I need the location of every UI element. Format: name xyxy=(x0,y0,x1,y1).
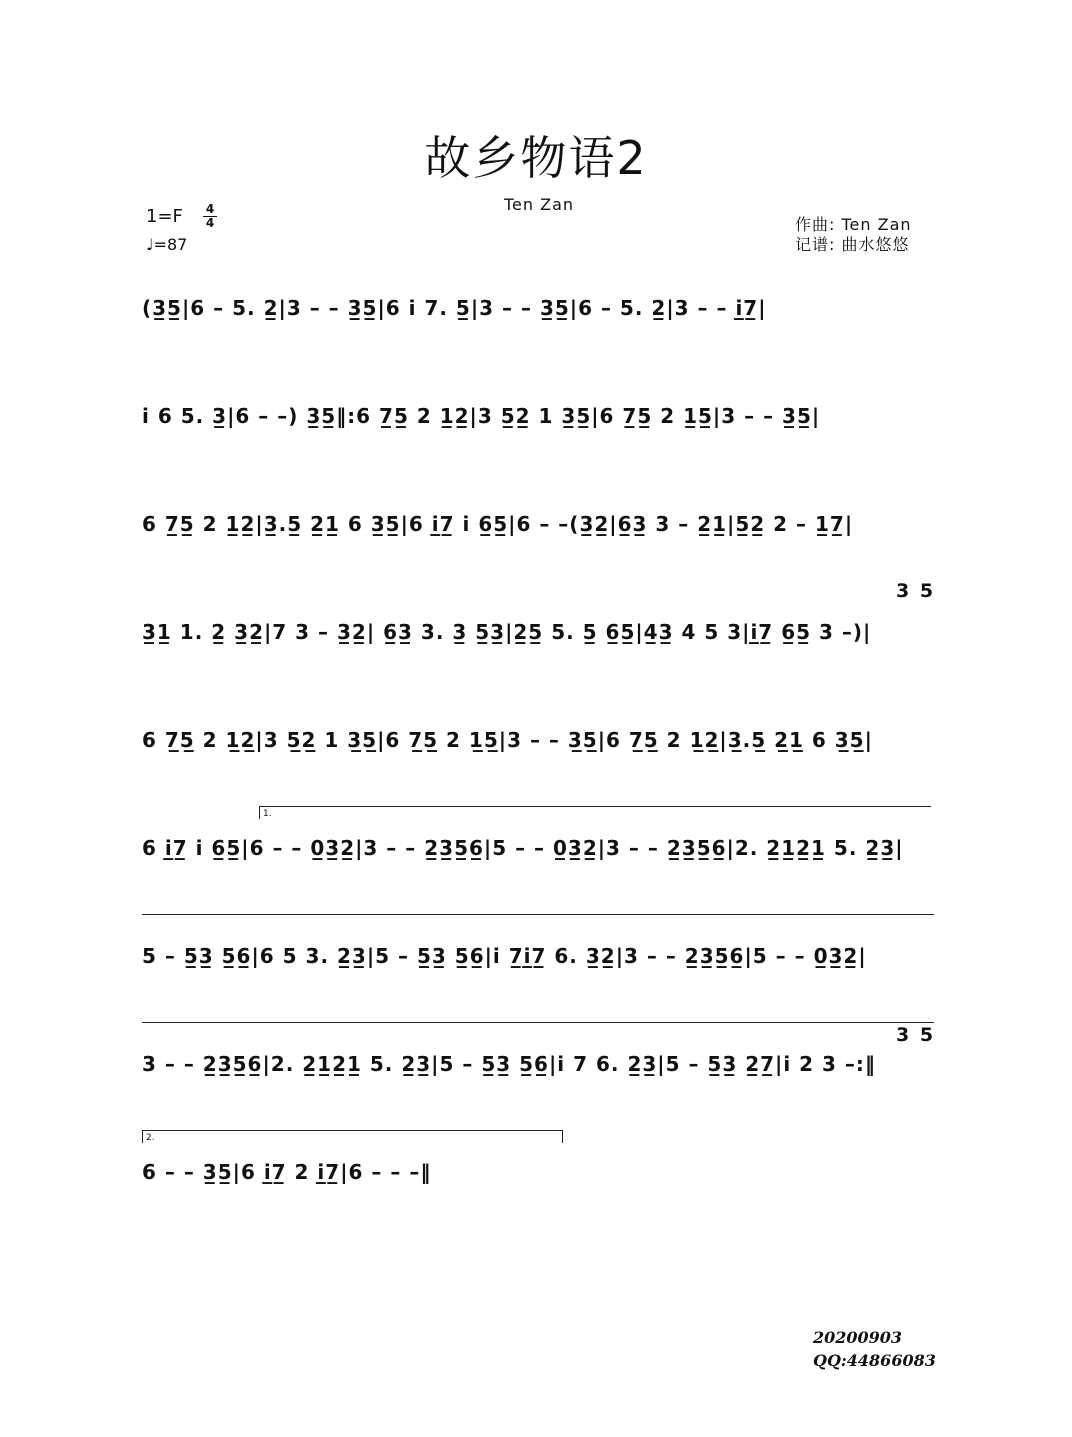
transcription-date: 20200903 xyxy=(813,1328,903,1347)
alt-ending-notes-1: 3 5 xyxy=(896,580,936,602)
score-line-8: 3 – – 2̲3̲5̲6̲|2. 2̲1̲2̲1̲ 5. 2̲3̲|5 – 5̲3̲ 5̲6̲|i 7 6. 2̲3̲|5 – 5̲3̲ 2̲7̲|i 2 3 –:‖ xyxy=(142,1052,876,1076)
score-line-3: 6 7̲5̲ 2 1̲2̲|3̲.5̲ 2̲1̲ 6 3̲5̲|6 i̲7̲ i 6̲5̲|6 – –(3̲2̲|6̲3̲ 3 – 2̲1̲|5̲2̲ 2 – 1̲7̲| xyxy=(142,512,854,536)
time-signature xyxy=(203,203,217,230)
transcriber-credit: 记谱: 曲水悠悠 xyxy=(795,235,910,254)
tempo-marking: ♩=87 xyxy=(146,235,188,254)
time-signature-bottom: 4 xyxy=(205,216,215,230)
volta-label-1: 1. xyxy=(263,809,272,819)
score-line-9: 6 – – 3̲5̲|6 i̲7̲ 2 i̲7̲|6 – – –‖ xyxy=(142,1160,432,1184)
score-line-4: 3̲1̲ 1. 2̲ 3̲2̲|7 3 – 3̲2̲| 6̲3̲ 3. 3̲ 5̲3̲|2̲5̲ 5. 5̲ 6̲5̲|4̲3̲ 4 5 3|i̲7̲ 6̲5̲ 3 –)| xyxy=(142,620,872,644)
score-line-7: 5 – 5̲3̲ 5̲6̲|6 5 3. 2̲3̲|5 – 5̲3̲ 5̲6̲|i 7̲i̲7̲ 6. 3̲2̲|3 – – 2̲3̲5̲6̲|5 – – 0̲3̲2̲| xyxy=(142,944,867,968)
volta-label-2: 2. xyxy=(146,1133,155,1143)
time-signature-top: 4 xyxy=(205,202,215,216)
volta-bracket-2 xyxy=(142,1130,563,1143)
score-line-1: (3̲5̲|6 – 5. 2̲|3 – – 3̲5̲|6 i 7. 5̲|3 – – 3̲5̲|6 – 5. 2̲|3 – – i̲7̲| xyxy=(142,296,767,320)
score-line-2: i 6 5. 3̲|6 – –) 3̲5̲‖:6 7̲5̲ 2 1̲2̲|3 5̲2̲ 1 3̲5̲|6 7̲5̲ 2 1̲5̲|3 – – 3̲5̲| xyxy=(142,404,821,428)
composer-credit: 作曲: Ten Zan xyxy=(795,215,912,234)
volta-continuation-line-1 xyxy=(142,914,934,915)
key-signature: 1=F xyxy=(146,206,183,227)
song-title: 故乡物语2 xyxy=(424,131,648,185)
score-line-5: 6 7̲5̲ 2 1̲2̲|3 5̲2̲ 1 3̲5̲|6 7̲5̲ 2 1̲5̲|3 – – 3̲5̲|6 7̲5̲ 2 1̲2̲|3̲.5̲ 2̲1̲ 6 3̲5̲| xyxy=(142,728,873,752)
volta-bracket-1 xyxy=(259,806,931,819)
song-subtitle: Ten Zan xyxy=(503,195,575,214)
alt-ending-notes-2: 3 5 xyxy=(896,1024,936,1046)
volta-continuation-line-2 xyxy=(142,1022,934,1023)
score-line-6: 6 i̲7̲ i 6̲5̲|6 – – 0̲3̲2̲|3 – – 2̲3̲5̲6̲|5 – – 0̲3̲2̲|3 – – 2̲3̲5̲6̲|2. 2̲1̲2̲1̲ 5. 2̲3̲| xyxy=(142,836,904,860)
contact-qq: QQ:44866083 xyxy=(813,1351,936,1370)
